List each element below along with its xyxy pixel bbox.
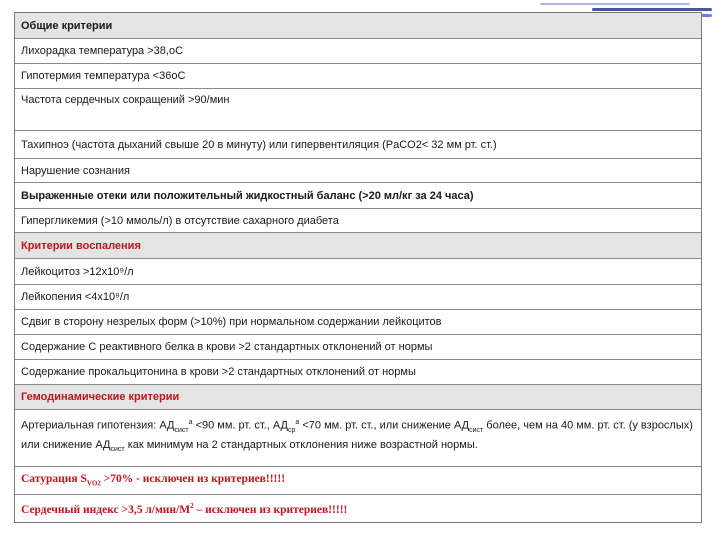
table-row bbox=[15, 335, 701, 360]
text-part: <90 мм. рт. ст., АД bbox=[192, 419, 288, 432]
table-row bbox=[15, 310, 701, 335]
table-row bbox=[15, 183, 701, 209]
table-row bbox=[15, 410, 701, 467]
hemodynamic-criteria-header bbox=[15, 385, 701, 410]
inflammation-criteria-header bbox=[15, 233, 701, 259]
table-row bbox=[15, 259, 701, 285]
table-row bbox=[15, 285, 701, 310]
header-label: Общие критерии bbox=[21, 19, 113, 32]
subscript: сист bbox=[469, 426, 484, 434]
superscript: a bbox=[295, 419, 300, 426]
table-row bbox=[15, 39, 701, 64]
superscript: 2 bbox=[190, 501, 194, 510]
text-part: >70% - исключен из критериев!!!!! bbox=[100, 473, 286, 486]
hypotension-text bbox=[21, 415, 695, 457]
cell-text: Гипотермия температура <36oC bbox=[21, 70, 186, 82]
cell-text: Гипергликемия (>10 ммоль/л) в отсутствие сахарного диабета bbox=[21, 214, 339, 227]
table-row bbox=[15, 467, 701, 495]
text-part: <70 мм. рт. ст., или снижение АД bbox=[299, 419, 470, 432]
criteria-table bbox=[14, 12, 702, 523]
subscript: сист bbox=[174, 426, 189, 434]
cell-text: Содержание С реактивного белка в крови >2 стандартных отклонений от нормы bbox=[21, 341, 433, 353]
saturation-text bbox=[21, 473, 285, 487]
superscript: a bbox=[188, 419, 193, 426]
text-part: как минимум на 2 стандартных отклонения ниже возрастной нормы. bbox=[124, 438, 478, 451]
subscript: VO2 bbox=[86, 479, 101, 488]
table-row bbox=[15, 360, 701, 385]
cell-text: Нарушение сознания bbox=[21, 164, 130, 177]
accent-line bbox=[592, 8, 712, 11]
cell-text: Сдвиг в сторону незрелых форм (>10%) при нормальном содержании лейкоцитов bbox=[21, 316, 442, 328]
text-part: более, чем на 40 мм. рт. ст. (у взрослых) или снижение АД bbox=[21, 419, 693, 451]
text-part: Сатурация S bbox=[21, 473, 87, 486]
cell-text: Лихорадка температура >38,oC bbox=[21, 45, 184, 57]
header-label: Критерии воспаления bbox=[21, 239, 141, 252]
accent-line bbox=[540, 3, 690, 5]
header-label: Гемодинамические критерии bbox=[21, 391, 180, 403]
cell-text: Лейкопения <4х10⁹/л bbox=[21, 291, 130, 303]
table-row bbox=[15, 495, 701, 522]
text-part: Артериальная гипотензия: АД bbox=[21, 419, 175, 432]
text-part: – исключен из критериев!!!!! bbox=[193, 503, 348, 516]
cell-text: Содержание прокальцитонина в крови >2 стандартных отклонений от нормы bbox=[21, 366, 416, 378]
table-row bbox=[15, 209, 701, 233]
cell-text: Лейкоцитоз >12х10⁹/л bbox=[21, 265, 134, 278]
cell-text: Частота сердечных сокращений >90/мин bbox=[21, 94, 230, 106]
cardiac-index-text bbox=[21, 502, 347, 516]
general-criteria-header bbox=[15, 13, 701, 39]
cell-text: Выраженные отеки или положительный жидкостный баланс (>20 мл/кг за 24 часа) bbox=[21, 189, 474, 202]
table-row bbox=[15, 131, 701, 159]
table-row bbox=[15, 64, 701, 89]
table-row bbox=[15, 89, 701, 131]
subscript: сист bbox=[110, 446, 125, 454]
table-row bbox=[15, 159, 701, 183]
text-part: Сердечный индекс >3,5 л/мин/M bbox=[21, 503, 191, 516]
cell-text: Тахипноэ (частота дыханий свыше 20 в минуту) или гипервентиляция (PaCO2< 32 мм рт. ст.) bbox=[21, 138, 497, 151]
subscript: ср bbox=[287, 426, 296, 434]
